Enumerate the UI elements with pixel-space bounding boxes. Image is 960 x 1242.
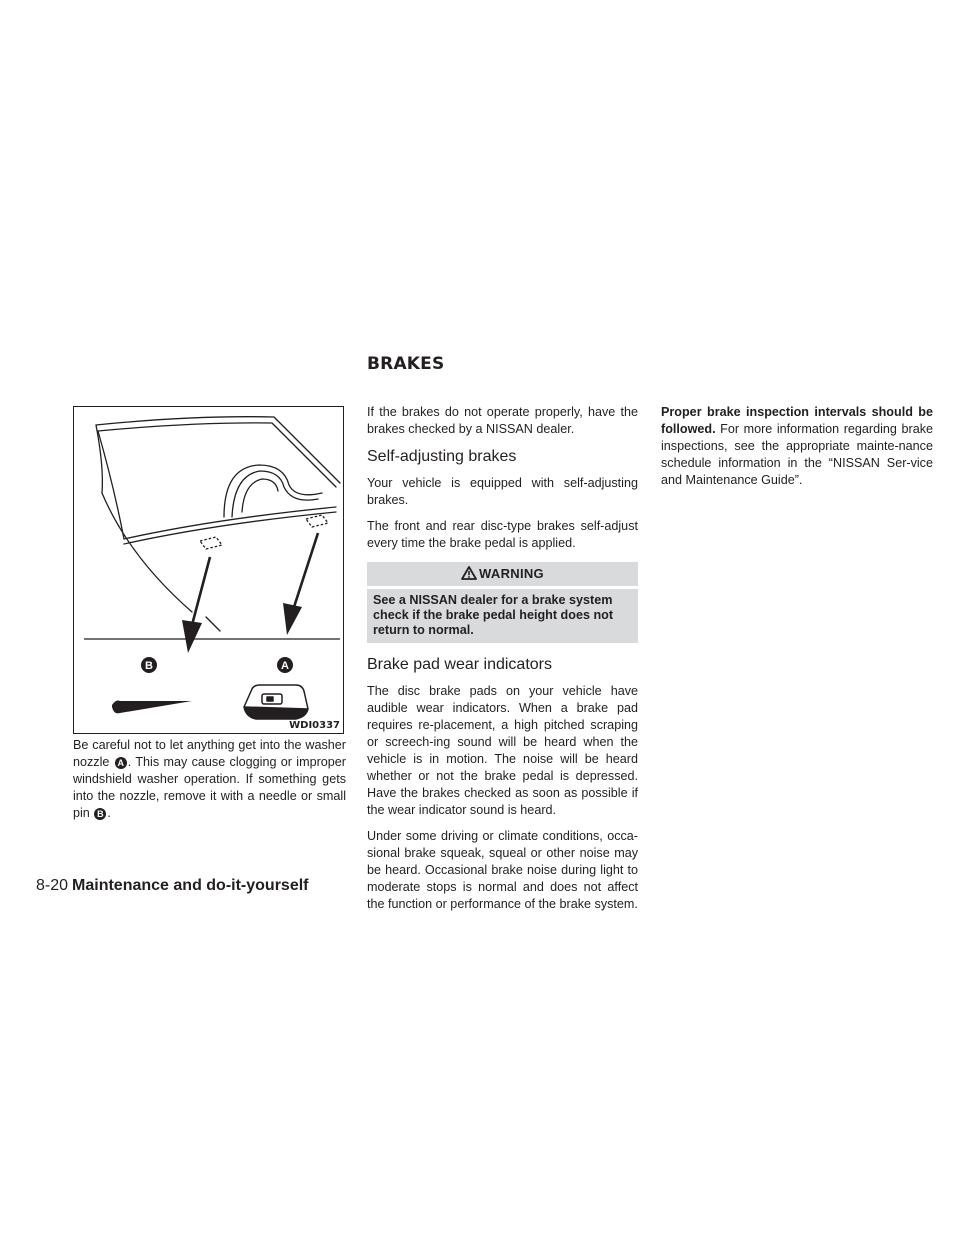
label-a: A xyxy=(281,660,289,672)
washer-text-1: Be careful not to let anything get into the washer nozzle xyxy=(73,738,346,769)
washer-text-3: . xyxy=(107,806,111,820)
nozzle-marker-a: A xyxy=(115,757,127,769)
nozzle-drawing xyxy=(244,685,308,719)
figure-code: WDI0337 xyxy=(289,720,340,731)
washer-text-2: . This may cause clogging or improper windshield washer operation. If something gets into the nozzle, remove it with a needle or small pin xyxy=(73,755,347,820)
pad-wear-heading: Brake pad wear indicators xyxy=(367,656,552,673)
inspection-paragraph xyxy=(661,404,933,489)
column-1 xyxy=(73,737,346,831)
column-3 xyxy=(661,404,933,498)
warning-triangle-icon xyxy=(461,566,477,580)
page-footer xyxy=(36,877,309,895)
self-adjusting-heading: Self-adjusting brakes xyxy=(367,448,517,465)
inspection-rest: For more information regarding brake inspections, see the appropriate mainte-nance schedule information in the “NISSAN Ser-vice and Maintenance Guide”. xyxy=(661,422,933,487)
column-2 xyxy=(367,404,638,922)
self-adjusting-paragraph-1: Your vehicle is equipped with self-adjusting brakes. xyxy=(367,476,638,507)
pad-wear-paragraph-1: The disc brake pads on your vehicle have audible wear indicators. When a brake pad requires re-placement, a high pitched scraping or screech-ing sound will be heard when the vehicle is in motion. The noise will be heard whether or not the brake pedal is depressed. Have the brakes checked as soon as possible if the wear indicator sound is heard. xyxy=(367,684,638,817)
pin-marker-b: B xyxy=(94,808,106,820)
label-b-marker xyxy=(141,657,157,673)
washer-nozzle-figure xyxy=(73,406,344,734)
warning-header xyxy=(367,562,638,589)
pad-wear-paragraph-2: Under some driving or climate conditions, occa-sional brake squeak, squeal or other noise may be heard. Occasional brake noise during light to moderate stops is normal and does not affect the function or performance of the brake system. xyxy=(367,829,638,911)
footer-section-title: Maintenance and do-it-yourself xyxy=(72,877,309,894)
inspection-bold-lead: Proper brake inspection intervals should be followed. xyxy=(661,405,933,436)
washer-nozzle-paragraph xyxy=(73,737,346,822)
page-number: 8-20 xyxy=(36,877,69,894)
warning-text: See a NISSAN dealer for a brake system check if the brake pedal height does not return to normal. xyxy=(373,593,614,637)
section-heading: BRAKES xyxy=(367,354,445,374)
label-b: B xyxy=(145,660,153,672)
warning-box xyxy=(367,562,638,643)
brakes-intro: If the brakes do not operate properly, have the brakes checked by a NISSAN dealer. xyxy=(367,405,638,436)
label-a-marker xyxy=(277,657,293,673)
needle-drawing xyxy=(112,701,192,714)
self-adjusting-paragraph-2: The front and rear disc-type brakes self-adjust every time the brake pedal is applied. xyxy=(367,519,638,550)
warning-title: WARNING xyxy=(479,566,544,581)
washer-nozzle-illustration xyxy=(74,407,345,735)
